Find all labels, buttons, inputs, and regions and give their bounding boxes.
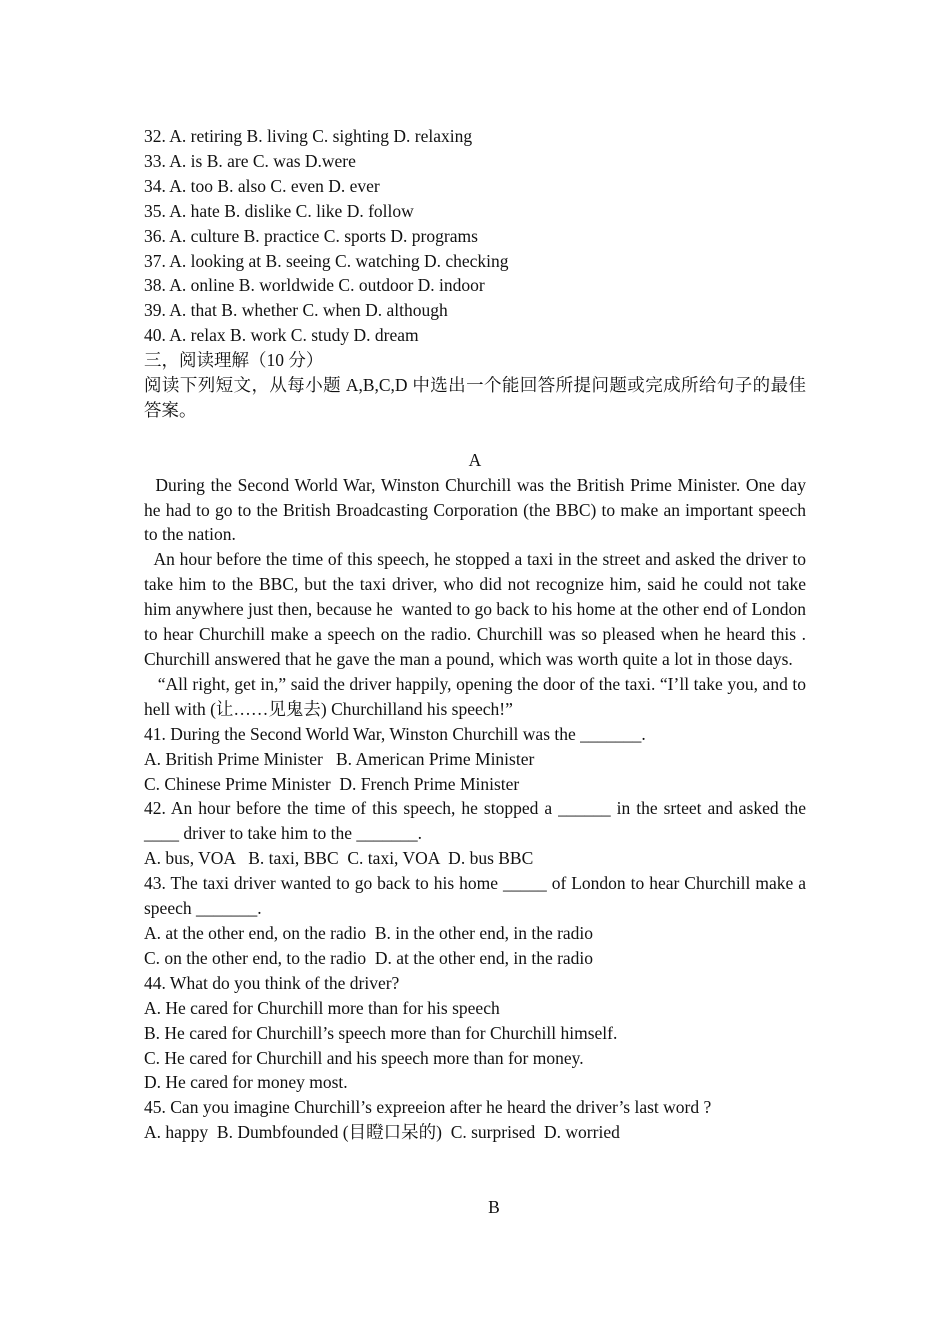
cloze-option-line: 36. A. culture B. practice C. sports D. programs: [144, 225, 478, 246]
section-heading: 三，阅读理解（10 分）: [144, 350, 324, 371]
spacer: [144, 423, 806, 448]
question-options: C. He cared for Churchill and his speech more than for money.: [144, 1047, 584, 1068]
cloze-option-line: 33. A. is B. are C. was D.were: [144, 150, 356, 171]
section-instruction: 阅读下列短文，从每小题 A,B,C,D 中选出一个能回答所提问题或完成所给句子的最佳答案。: [144, 375, 806, 420]
cloze-option-line: 35. A. hate B. dislike C. like D. follow: [144, 200, 414, 221]
question-stem: 43. The taxi driver wanted to go back to his home _____ of London to hear Churchill make a speech _______.: [144, 873, 806, 919]
question-options: D. He cared for money most.: [144, 1072, 348, 1093]
question-stem: 45. Can you imagine Churchill’s expreeion after he heard the driver’s last word ?: [144, 1097, 712, 1118]
cloze-option-line: 34. A. too B. also C. even D. ever: [144, 175, 380, 196]
passage-paragraph: During the Second World War, Winston Churchill was the British Prime Minister. One day he had to go to the British Broadcasting Corporation (the BBC) to make an important speech to the nation.: [144, 474, 811, 545]
cloze-option-line: 37. A. looking at B. seeing C. watching D. checking: [144, 250, 509, 271]
cloze-option-line: 40. A. relax B. work C. study D. dream: [144, 325, 419, 346]
question-stem: 41. During the Second World War, Winston Churchill was the _______.: [144, 723, 646, 744]
question-options: A. bus, VOA B. taxi, BBC C. taxi, VOA D. bus BBC: [144, 848, 534, 869]
document-content: [144, 124, 811, 1145]
passage-paragraph: “All right, get in,” said the driver happily, opening the door of the taxi. “I’ll take you, and to hell with (让……见鬼去) Churchilland his speech!”: [144, 673, 811, 719]
question-options: C. Chinese Prime Minister D. French Prime Minister: [144, 773, 520, 794]
question-stem: 42. An hour before the time of this speech, he stopped a ______ in the srteet and asked the ____ driver to take him to the _______.: [144, 798, 806, 844]
passage-paragraph: An hour before the time of this speech, he stopped a taxi in the street and asked the driver to take him to the BBC, but the taxi driver, who did not recognize him, said he could not take him anywhere just then, because he wanted to go back to his home at the other end of London to hear Churchill make a speech on the radio. Churchill was so pleased when he heard this . Churchill answered that he gave the man a pound, which was worth quite a lot in those days.: [144, 549, 811, 670]
question-options: A. He cared for Churchill more than for his speech: [144, 997, 500, 1018]
question-options: A. British Prime Minister B. American Prime Minister: [144, 748, 535, 769]
cloze-option-line: 32. A. retiring B. living C. sighting D. relaxing: [144, 126, 473, 146]
question-options: A. at the other end, on the radio B. in the other end, in the radio: [144, 922, 594, 943]
passage-a-label: A: [468, 449, 482, 470]
cloze-option-line: 38. A. online B. worldwide C. outdoor D. indoor: [144, 275, 485, 296]
cloze-option-line: 39. A. that B. whether C. when D. although: [144, 300, 448, 321]
question-stem: 44. What do you think of the driver?: [144, 972, 400, 993]
question-options: C. on the other end, to the radio D. at the other end, in the radio: [144, 947, 594, 968]
question-options: A. happy B. Dumbfounded (目瞪口呆的) C. surprised D. worried: [144, 1122, 620, 1143]
question-options: B. He cared for Churchill’s speech more than for Churchill himself.: [144, 1022, 618, 1043]
passage-b-label: B: [488, 1197, 500, 1217]
